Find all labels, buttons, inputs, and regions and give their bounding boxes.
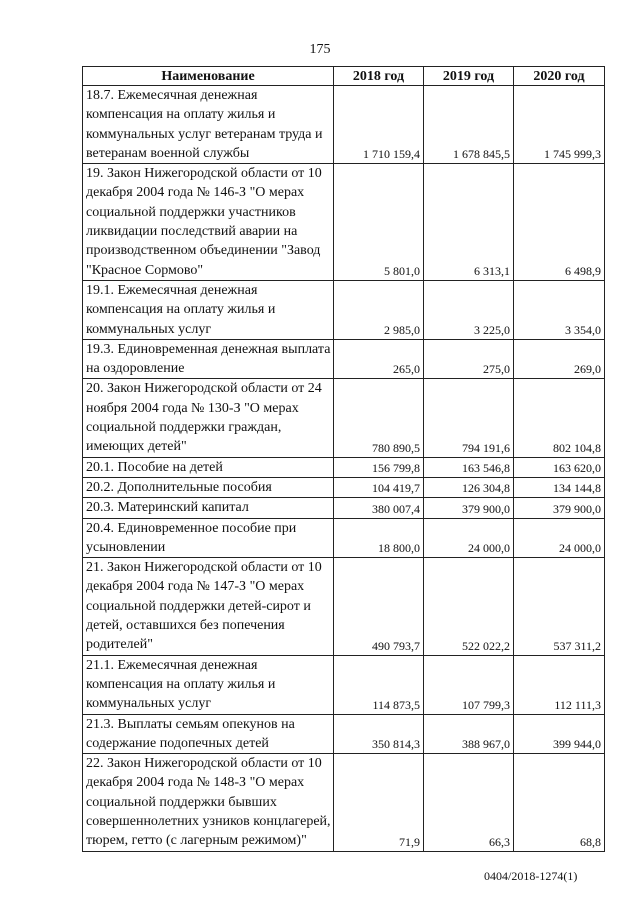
table-row xyxy=(83,754,605,851)
row-value-2019: 522 022,2 xyxy=(424,558,514,655)
row-value-2020: 134 144,8 xyxy=(514,477,605,497)
row-name: 21.1. Ежемесячная денежная компенсация на оплату жилья и коммунальных услуг xyxy=(83,655,334,714)
row-value-2020: 112 111,3 xyxy=(514,655,605,714)
row-value-2020: 6 498,9 xyxy=(514,164,605,281)
header-2019: 2019 год xyxy=(424,67,514,86)
row-name: 21. Закон Нижегородской области от 10 декабря 2004 года № 147-З "О мерах социальной поддержки детей-сирот и детей, оставшихся без попечения родителей" xyxy=(83,558,334,655)
row-value-2019: 275,0 xyxy=(424,339,514,379)
row-value-2020: 3 354,0 xyxy=(514,280,605,339)
row-name: 20. Закон Нижегородской области от 24 ноября 2004 года № 130-З "О мерах социальной поддержки граждан, имеющих детей" xyxy=(83,379,334,457)
row-value-2018: 114 873,5 xyxy=(334,655,424,714)
budget-table xyxy=(82,66,605,852)
row-value-2019: 388 967,0 xyxy=(424,714,514,754)
row-value-2018: 265,0 xyxy=(334,339,424,379)
table-row xyxy=(83,714,605,754)
row-value-2019: 163 546,8 xyxy=(424,457,514,477)
document-code: 0404/2018-1274(1) xyxy=(484,869,578,883)
row-value-2019: 794 191,6 xyxy=(424,379,514,457)
row-value-2018: 5 801,0 xyxy=(334,164,424,281)
row-value-2020: 163 620,0 xyxy=(514,457,605,477)
header-name: Наименование xyxy=(83,67,334,86)
table-row xyxy=(83,379,605,457)
row-name: 21.3. Выплаты семьям опекунов на содержание подопечных детей xyxy=(83,714,334,754)
row-name: 22. Закон Нижегородской области от 10 декабря 2004 года № 148-З "О мерах социальной поддержки бывших совершеннолетних узников концлагерей, тюрем, гетто (с лагерным режимом)" xyxy=(83,754,334,851)
row-value-2018: 1 710 159,4 xyxy=(334,86,424,164)
row-value-2018: 2 985,0 xyxy=(334,280,424,339)
table-row xyxy=(83,518,605,558)
row-value-2020: 269,0 xyxy=(514,339,605,379)
row-value-2020: 379 900,0 xyxy=(514,498,605,518)
row-value-2018: 18 800,0 xyxy=(334,518,424,558)
row-value-2018: 490 793,7 xyxy=(334,558,424,655)
table-row xyxy=(83,280,605,339)
row-name: 19.3. Единовременная денежная выплата на оздоровление xyxy=(83,339,334,379)
row-name: 18.7. Ежемесячная денежная компенсация на оплату жилья и коммунальных услуг ветеранам труда и ветеранам военной службы xyxy=(83,86,334,164)
row-value-2019: 1 678 845,5 xyxy=(424,86,514,164)
row-value-2020: 802 104,8 xyxy=(514,379,605,457)
table-row xyxy=(83,477,605,497)
row-value-2019: 107 799,3 xyxy=(424,655,514,714)
table-header-row xyxy=(83,67,605,86)
row-name: 19. Закон Нижегородской области от 10 декабря 2004 года № 146-З "О мерах социальной поддержки участников ликвидации последствий аварии на производственном объединении "Завод "Красное Сормово" xyxy=(83,164,334,281)
row-name: 20.2. Дополнительные пособия xyxy=(83,477,334,497)
table-row xyxy=(83,339,605,379)
row-value-2018: 380 007,4 xyxy=(334,498,424,518)
row-value-2018: 156 799,8 xyxy=(334,457,424,477)
row-value-2020: 68,8 xyxy=(514,754,605,851)
row-name: 20.3. Материнский капитал xyxy=(83,498,334,518)
header-2020: 2020 год xyxy=(514,67,605,86)
table-row xyxy=(83,457,605,477)
row-value-2018: 104 419,7 xyxy=(334,477,424,497)
row-value-2019: 3 225,0 xyxy=(424,280,514,339)
table-row xyxy=(83,86,605,164)
table-row xyxy=(83,498,605,518)
row-value-2019: 24 000,0 xyxy=(424,518,514,558)
header-2018: 2018 год xyxy=(334,67,424,86)
row-name: 19.1. Ежемесячная денежная компенсация на оплату жилья и коммунальных услуг xyxy=(83,280,334,339)
row-value-2019: 6 313,1 xyxy=(424,164,514,281)
table-row xyxy=(83,558,605,655)
table-row xyxy=(83,655,605,714)
row-value-2019: 379 900,0 xyxy=(424,498,514,518)
row-value-2020: 24 000,0 xyxy=(514,518,605,558)
row-value-2020: 1 745 999,3 xyxy=(514,86,605,164)
table-row xyxy=(83,164,605,281)
row-value-2018: 350 814,3 xyxy=(334,714,424,754)
row-value-2018: 780 890,5 xyxy=(334,379,424,457)
row-value-2020: 537 311,2 xyxy=(514,558,605,655)
row-value-2019: 126 304,8 xyxy=(424,477,514,497)
row-value-2019: 66,3 xyxy=(424,754,514,851)
page-number: 175 xyxy=(309,42,331,57)
row-value-2018: 71,9 xyxy=(334,754,424,851)
row-value-2020: 399 944,0 xyxy=(514,714,605,754)
row-name: 20.4. Единовременное пособие при усыновлении xyxy=(83,518,334,558)
row-name: 20.1. Пособие на детей xyxy=(83,457,334,477)
